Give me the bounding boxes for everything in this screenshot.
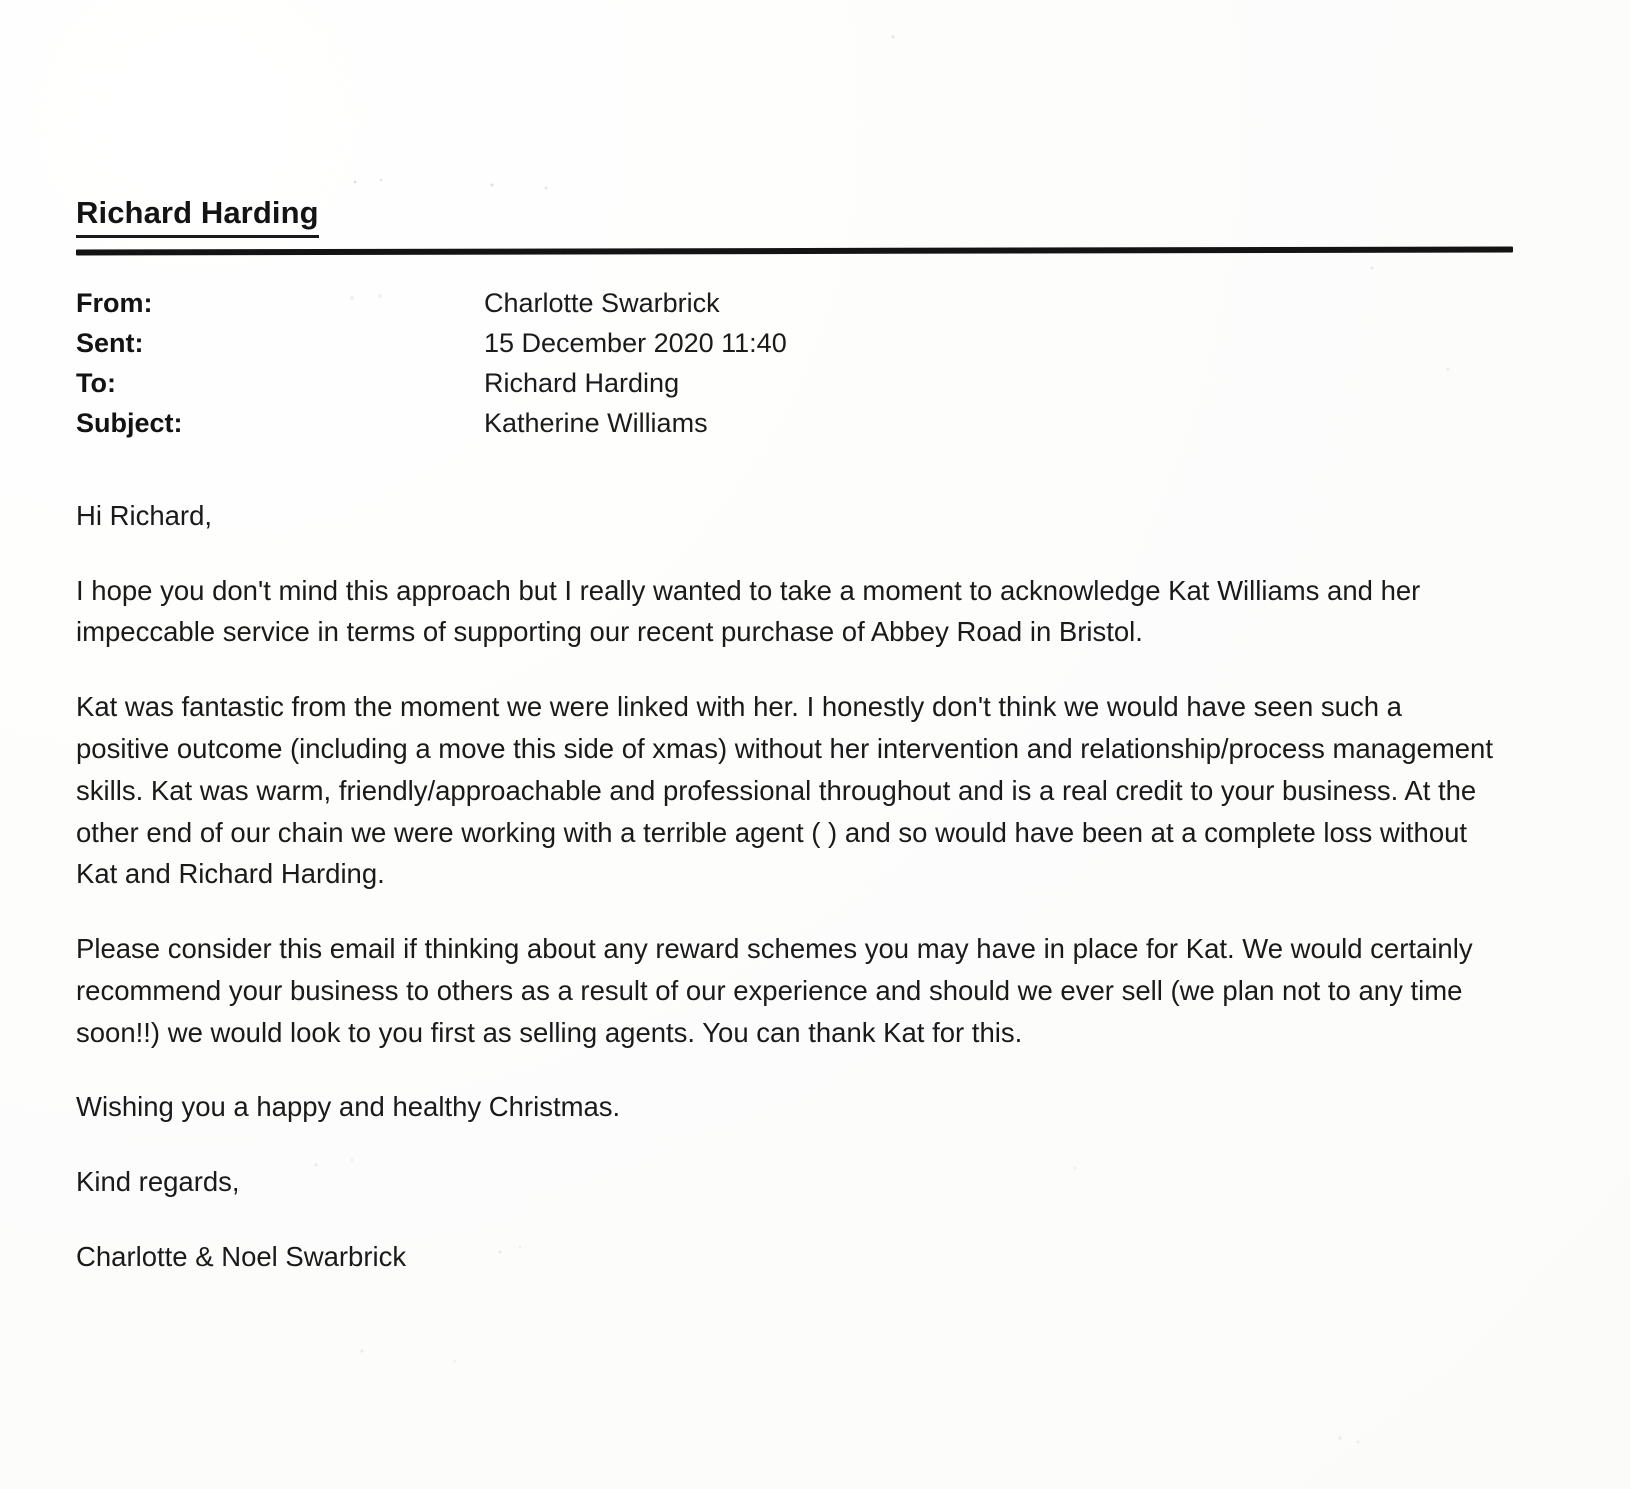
header-value-subject: Katherine Williams (484, 407, 708, 438)
title-divider (76, 246, 1513, 255)
body-paragraph-1: I hope you don't mind this approach but I really wanted to take a moment to acknowledge Kat Williams and her impeccable service in terms of supporting our recent purchase of Abbey Road in Bristol. (76, 574, 1421, 648)
body-paragraph-3: Please consider this email if thinking about any reward schemes you may have in place for Kat. We would certainly recommend your business to others as a result of our experience and should we ever sell (we plan not to any time soon!!) we would look to you first as selling agents. You can thank Kat for this. (76, 933, 1473, 1048)
header-value-from: Charlotte Swarbrick (484, 287, 720, 318)
header-row-subject (76, 407, 1516, 438)
header-value-sent: 15 December 2020 11:40 (484, 327, 787, 358)
email-header-fields (76, 287, 1516, 438)
document-title-block (76, 196, 1516, 238)
closing-line: Kind regards, (76, 1166, 240, 1198)
greeting-line: Hi Richard, (76, 499, 213, 531)
header-row-from (76, 287, 1516, 318)
header-value-to: Richard Harding (484, 367, 680, 398)
email-printout (76, 196, 1516, 1311)
header-label-sent: Sent: (76, 327, 144, 358)
body-paragraph-2: Kat was fantastic from the moment we were linked with her. I honestly don't think we would have seen such a positive outcome (including a move this side of xmas) without her intervention and relationship/process management skills. Kat was warm, friendly/approachable and professional throughout and is a real credit to your business. At the other end of our chain we were working with a terrible agent ( ) and so would have been at a complete loss without Kat and Richard Harding. (76, 691, 1493, 890)
page-title: Richard Harding (76, 196, 319, 238)
header-label-to: To: (76, 367, 116, 398)
signature-line: Charlotte & Noel Swarbrick (76, 1241, 407, 1273)
header-row-to (76, 367, 1516, 398)
body-paragraph-4: Wishing you a happy and healthy Christmas. (76, 1091, 621, 1123)
email-body (76, 495, 1501, 1278)
header-label-subject: Subject: (76, 407, 183, 438)
header-row-sent (76, 327, 1516, 358)
header-label-from: From: (76, 287, 153, 318)
